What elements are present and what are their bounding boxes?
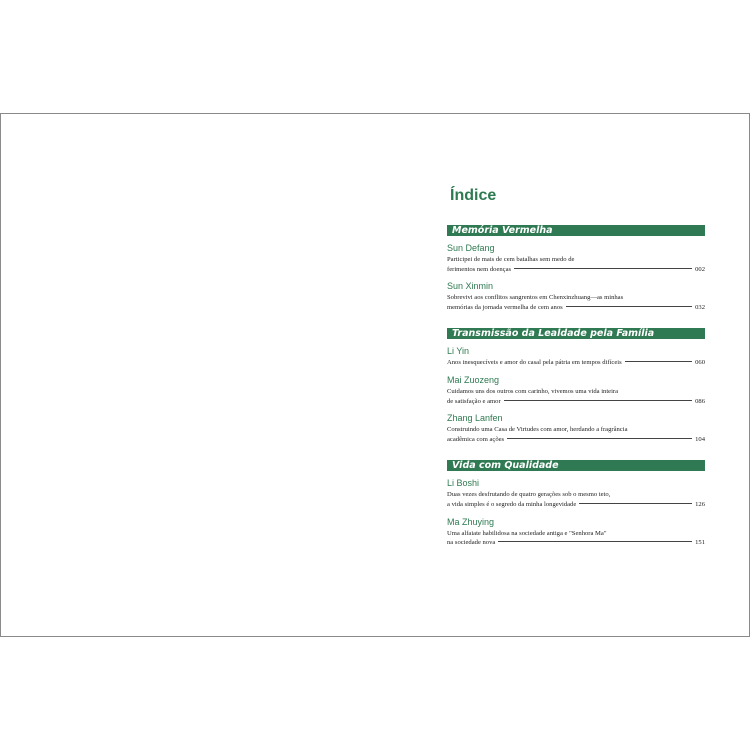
entry-title-text: memórias da jornada vermelha de cem anos (447, 303, 563, 311)
page-number: 104 (695, 435, 705, 443)
dot-leader (504, 400, 692, 401)
toc-section (447, 225, 705, 312)
toc-sections (447, 225, 705, 548)
section-heading: Memória Vermelha (447, 225, 705, 236)
dot-leader (566, 306, 692, 307)
entry-author: Li Boshi (447, 478, 480, 489)
toc-entry[interactable] (447, 517, 705, 548)
entry-author: Sun Xinmin (447, 281, 494, 292)
dot-leader (507, 438, 692, 439)
entry-title-line: Uma alfaiate habilidosa na sociedade antiga e "Senhora Ma" (447, 529, 607, 537)
toc-entry[interactable] (447, 243, 705, 274)
section-heading: Vida com Qualidade (447, 460, 705, 471)
entry-title-line: Participei de mais de cem batalhas sem medo de (447, 256, 575, 263)
entry-title-line (447, 435, 705, 445)
dot-leader (625, 361, 692, 362)
toc-entry[interactable] (447, 478, 705, 509)
entry-title-line (447, 538, 705, 548)
dot-leader (514, 268, 692, 269)
toc-entry[interactable] (447, 375, 705, 406)
entry-list (447, 236, 705, 312)
entry-title-text: a vida simples é o segredo da minha longevidade (447, 500, 577, 508)
entry-title-line (447, 397, 705, 407)
entry-author: Zhang Lanfen (447, 413, 503, 424)
page-number: 126 (695, 500, 705, 508)
entry-author: Ma Zhuying (447, 516, 495, 527)
toc-entry[interactable] (447, 413, 705, 444)
entry-title-line (447, 303, 705, 313)
entry-title-line: Duas vezes desfrutando de quatro gerações sob o mesmo teto, (447, 491, 611, 499)
entry-title-line (447, 358, 705, 368)
table-of-contents (447, 186, 705, 555)
entry-title-line (447, 265, 705, 275)
entry-title-text: acadêmica com ações (447, 435, 505, 443)
page-number: 032 (695, 303, 705, 311)
entry-title-line: Cuidamos uns dos outros com carinho, vivemos uma vida inteira (447, 387, 619, 395)
entry-title-text: de satisfação e amor (447, 397, 501, 405)
entry-title-text: ferimentos nem doenças (447, 265, 512, 273)
dot-leader (579, 503, 692, 504)
entry-title-line: Sobrevivi aos conflitos sangrentos em Chenxinzhuang—as minhas (447, 294, 624, 302)
page-number: 151 (695, 539, 705, 547)
entry-title-line: Construindo uma Casa de Virtudes com amor, herdando a fragrância (447, 426, 628, 434)
dot-leader (498, 541, 692, 542)
entry-author: Sun Defang (447, 243, 495, 253)
page-number: 002 (695, 265, 705, 273)
toc-title: Índice (450, 187, 497, 204)
entry-author: Li Yin (447, 346, 470, 357)
entry-title-line (447, 500, 705, 510)
toc-entry[interactable] (447, 281, 705, 312)
toc-section (447, 460, 705, 547)
page-number: 086 (695, 397, 705, 405)
book-page (0, 113, 750, 637)
entry-author: Mai Zuozeng (447, 374, 500, 385)
page-number: 060 (695, 359, 705, 367)
entry-list (447, 471, 705, 547)
entry-title-text: Anos inesquecíveis e amor do casal pela pátria em tempos difíceis (447, 359, 622, 367)
toc-entry[interactable] (447, 346, 705, 368)
entry-list (447, 339, 705, 444)
toc-section (447, 328, 705, 444)
section-heading: Transmissão da Lealdade pela Família (447, 328, 705, 339)
entry-title-text: na sociedade nova (447, 539, 496, 547)
